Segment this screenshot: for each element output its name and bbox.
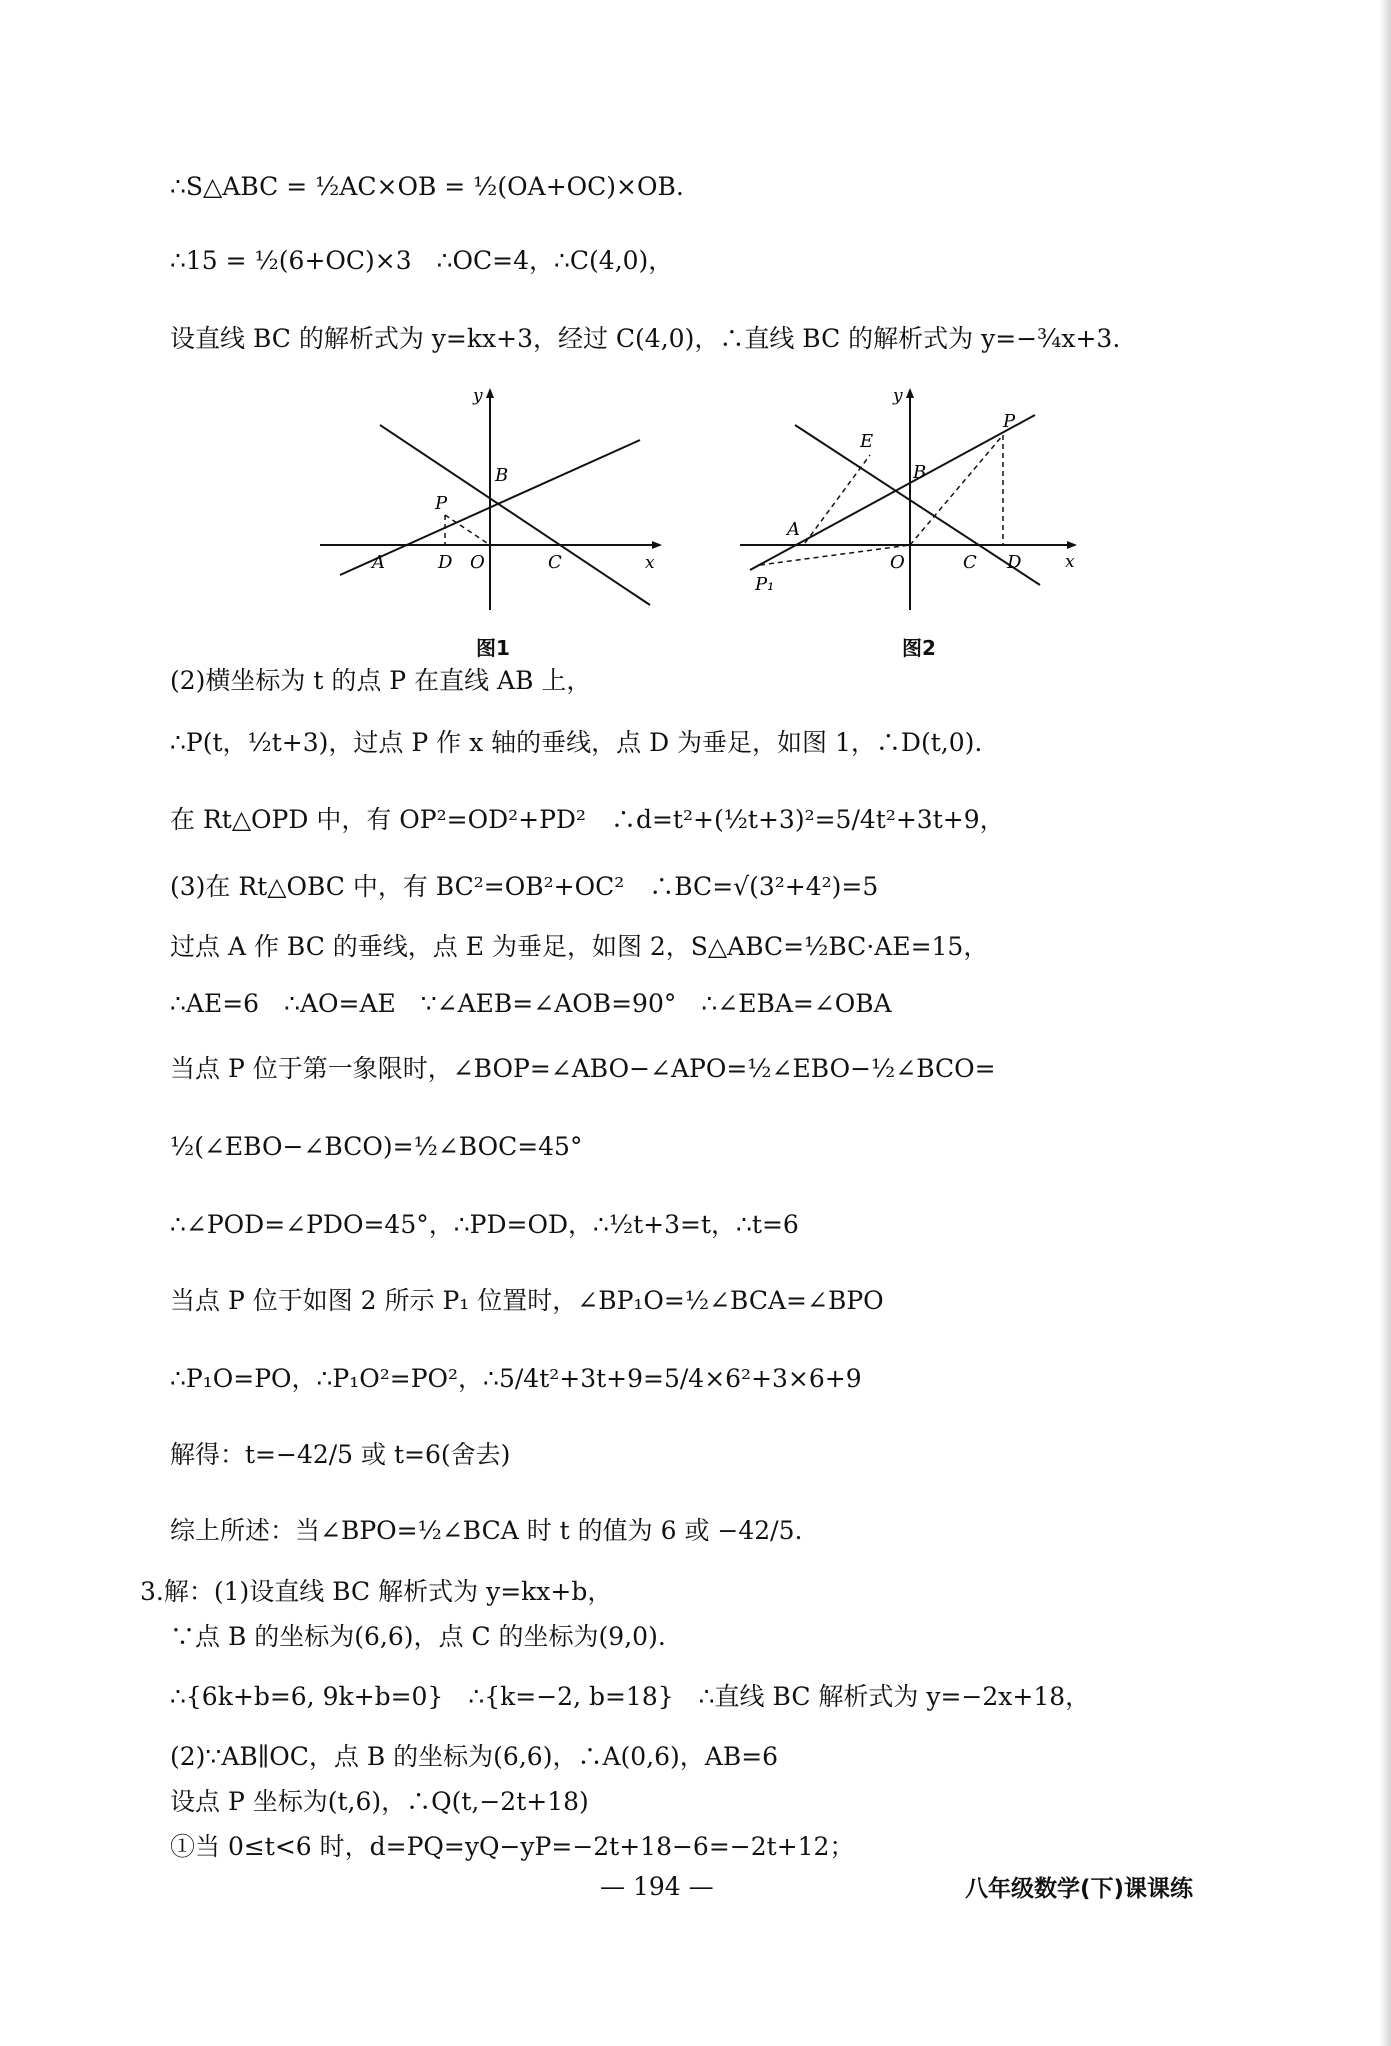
fig1-label-A: A	[372, 552, 385, 573]
text-line-1: ∴S△ABC = ½AC×OB = ½(OA+OC)×OB.	[170, 172, 684, 201]
text-line-6: 在 Rt△OPD 中，有 OP²=OD²+PD² ∴d=t²+(½t+3)²=5/4t²+3t+9，	[170, 805, 1005, 834]
fig2-label-D: D	[1007, 552, 1022, 573]
text-line-21: 设点 P 坐标为(t,6)，∴Q(t,−2t+18)	[170, 1787, 589, 1816]
text-line-22: ①当 0≤t<6 时，d=PQ=yQ−yP=−2t+18−6=−2t+12；	[170, 1832, 855, 1861]
book-title: 八年级数学(下)课课练	[965, 1876, 1194, 1902]
text-line-15: 解得：t=−42/5 或 t=6(舍去)	[170, 1440, 511, 1469]
fig2-label-P: P	[1003, 411, 1016, 432]
text-line-4: (2)横坐标为 t 的点 P 在直线 AB 上，	[170, 666, 592, 695]
fig2-label-A: A	[787, 519, 800, 540]
text-line-20: (2)∵AB∥OC，点 B 的坐标为(6,6)，∴A(0,6)，AB=6	[170, 1742, 779, 1771]
text-line-19: ∴{6k+b=6, 9k+b=0} ∴{k=−2, b=18} ∴直线 BC 解析式为 y=−2x+18，	[170, 1682, 1091, 1711]
fig1-label-B: B	[495, 465, 509, 486]
fig2-label-B: B	[913, 462, 927, 483]
fig1-label-P: P	[435, 493, 448, 514]
text-line-2: ∴15 = ½(6+OC)×3 ∴OC=4，∴C(4,0)，	[170, 246, 674, 275]
fig1-label-x: x	[645, 553, 655, 573]
text-line-9: ∴AE=6 ∴AO=AE ∵∠AEB=∠AOB=90° ∴∠EBA=∠OBA	[170, 989, 892, 1018]
figure-1-diagram	[310, 385, 670, 615]
text-line-12: ∴∠POD=∠PDO=45°，∴PD=OD，∴½t+3=t，∴t=6	[170, 1210, 799, 1239]
fig1-label-y: y	[473, 386, 483, 406]
fig2-label-E: E	[860, 431, 874, 452]
text-line-7: (3)在 Rt△OBC 中，有 BC²=OB²+OC² ∴BC=√(3²+4²)=5	[170, 872, 879, 901]
fig2-label-P1: P₁	[755, 574, 775, 595]
fig1-label-C: C	[548, 552, 562, 573]
page-edge-shadow	[1379, 0, 1391, 2046]
figure-2-caption: 图2	[902, 636, 936, 660]
fig2-label-y: y	[893, 386, 903, 406]
text-line-16: 综上所述：当∠BPO=½∠BCA 时 t 的值为 6 或 −42/5.	[170, 1516, 803, 1545]
text-line-10: 当点 P 位于第一象限时，∠BOP=∠ABO−∠APO=½∠EBO−½∠BCO=	[170, 1054, 996, 1083]
text-line-18: ∵点 B 的坐标为(6,6)，点 C 的坐标为(9,0).	[170, 1622, 666, 1651]
fig1-label-D: D	[438, 552, 453, 573]
text-line-17: 3.解：(1)设直线 BC 解析式为 y=kx+b，	[140, 1577, 613, 1606]
page-number: — 194 —	[600, 1872, 714, 1901]
figure-2-diagram	[735, 385, 1085, 615]
figure-1-caption: 图1	[476, 636, 510, 660]
text-line-3: 设直线 BC 的解析式为 y=kx+3，经过 C(4,0)，∴直线 BC 的解析式为 y=−¾x+3.	[170, 324, 1121, 353]
text-line-11: ½(∠EBO−∠BCO)=½∠BOC=45°	[170, 1132, 583, 1161]
fig2-label-x: x	[1065, 552, 1075, 572]
text-line-13: 当点 P 位于如图 2 所示 P₁ 位置时，∠BP₁O=½∠BCA=∠BPO	[170, 1286, 884, 1315]
text-line-8: 过点 A 作 BC 的垂线，点 E 为垂足，如图 2，S△ABC=½BC·AE=15，	[170, 932, 989, 961]
fig2-label-O: O	[890, 552, 905, 573]
fig1-label-O: O	[470, 552, 485, 573]
text-line-5: ∴P(t，½t+3)，过点 P 作 x 轴的垂线，点 D 为垂足，如图 1，∴D(t,0).	[170, 728, 983, 757]
fig2-label-C: C	[963, 552, 977, 573]
text-line-14: ∴P₁O=PO，∴P₁O²=PO²，∴5/4t²+3t+9=5/4×6²+3×6+9	[170, 1364, 862, 1393]
